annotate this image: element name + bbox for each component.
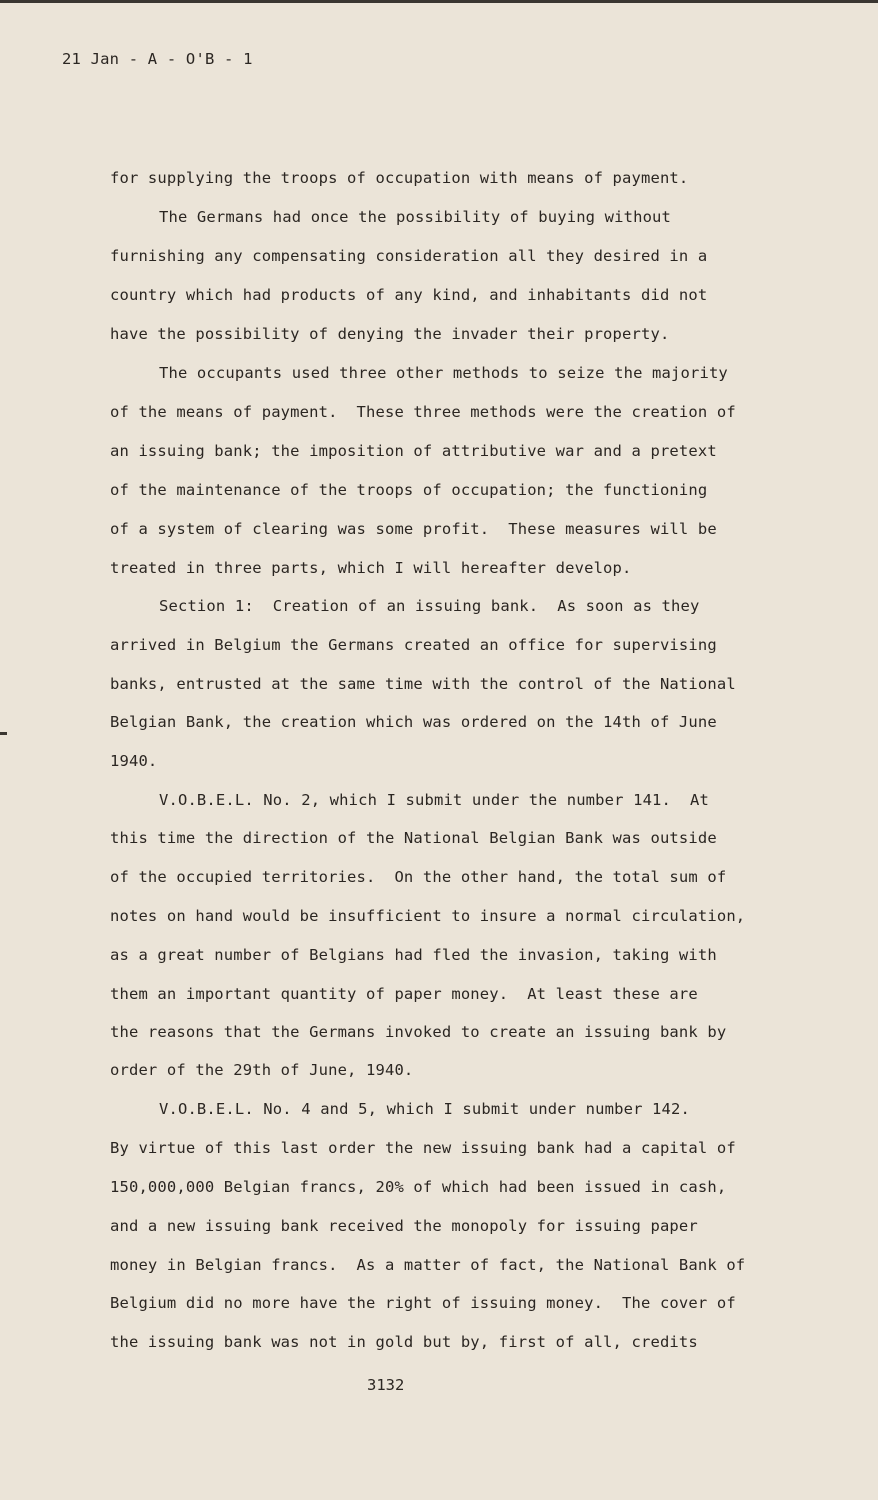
text-line: them an important quantity of paper money. At least these are: [110, 985, 698, 1003]
document-reference-header: 21 Jan - A - O'B - 1: [62, 50, 253, 68]
text-line: The Germans had once the possibility of buying without: [159, 208, 672, 226]
text-line: By virtue of this last order the new issuing bank had a capital of: [110, 1139, 736, 1157]
text-line: an issuing bank; the imposition of attributive war and a pretext: [110, 442, 717, 460]
text-line: Belgium did no more have the right of issuing money. The cover of: [110, 1294, 736, 1312]
text-line: for supplying the troops of occupation with means of payment.: [110, 169, 689, 187]
text-line: as a great number of Belgians had fled the invasion, taking with: [110, 946, 717, 964]
text-line: treated in three parts, which I will hereafter develop.: [110, 559, 632, 577]
text-line: V.O.B.E.L. No. 2, which I submit under the number 141. At: [159, 791, 709, 809]
text-line: country which had products of any kind, and inhabitants did not: [110, 286, 708, 304]
text-line: The occupants used three other methods to seize the majority: [159, 364, 728, 382]
text-line: V.O.B.E.L. No. 4 and 5, which I submit under number 142.: [159, 1100, 690, 1118]
text-line: notes on hand would be insufficient to insure a normal circulation,: [110, 907, 746, 925]
text-line: have the possibility of denying the invader their property.: [110, 325, 670, 343]
margin-mark: [0, 732, 7, 735]
text-line: Belgian Bank, the creation which was ordered on the 14th of June: [110, 713, 717, 731]
text-line: order of the 29th of June, 1940.: [110, 1061, 414, 1079]
text-line: this time the direction of the National Belgian Bank was outside: [110, 829, 717, 847]
text-line: arrived in Belgium the Germans created an office for supervising: [110, 636, 717, 654]
text-line: and a new issuing bank received the monopoly for issuing paper: [110, 1217, 698, 1235]
text-line: the issuing bank was not in gold but by, first of all, credits: [110, 1333, 698, 1351]
text-line: of the means of payment. These three methods were the creation of: [110, 403, 736, 421]
text-line: the reasons that the Germans invoked to create an issuing bank by: [110, 1023, 727, 1041]
text-line: furnishing any compensating consideration all they desired in a: [110, 247, 708, 265]
text-line: banks, entrusted at the same time with the control of the National: [110, 675, 736, 693]
page-top-edge: [0, 0, 878, 3]
text-line: of a system of clearing was some profit. These measures will be: [110, 520, 717, 538]
text-line: of the occupied territories. On the other hand, the total sum of: [110, 868, 727, 886]
text-line: 150,000,000 Belgian francs, 20% of which had been issued in cash,: [110, 1178, 727, 1196]
text-line: money in Belgian francs. As a matter of fact, the National Bank of: [110, 1256, 746, 1274]
text-line: 1940.: [110, 752, 158, 770]
text-line: of the maintenance of the troops of occupation; the functioning: [110, 481, 708, 499]
page-number: 3132: [367, 1376, 405, 1394]
text-line: Section 1: Creation of an issuing bank. As soon as they: [159, 597, 700, 615]
